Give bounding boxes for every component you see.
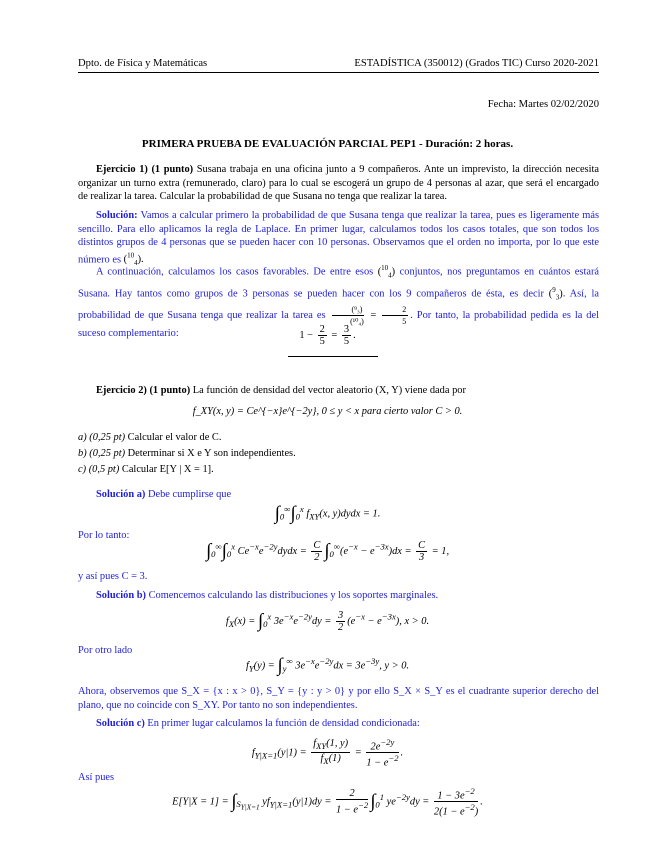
exercise-2-solution-b: Solución b) Comencemos calculando las distribuciones y los soportes marginales. (96, 590, 439, 601)
header-rule (78, 72, 599, 73)
independence-conclusion: Ahora, observemos que S_X = {x : x > 0}, S_Y = {y : y > 0} y por ello S_X × S_Y es el cuadrante superior derecho del plano, que no coincide con S_XY. Por tanto no son independientes. (78, 686, 599, 711)
exercise-2-item-b: b) (0,25 pt) Determinar si X e Y son independientes. (78, 448, 296, 459)
exercise-1-solution-text2a: A continuación, calculamos los casos favorables. De entre esos (96, 266, 374, 278)
asi-pues: Así pues (78, 772, 115, 783)
exercise-1-statement (78, 163, 599, 204)
exercise-2-integral-c: $\int_0^\infty\int_0^x$ $Ce^{-x}e^{-2y}dydx$ = $\frac{C}{2}$ $\int_0^\infty(e^{-x} - e^{-3x})dx$ = $\frac{C}{3}$ = 1, (205, 540, 450, 563)
conditional-expectation-formula: $E[Y|X = 1] = \int_{S_{Y|X=1}}$ $yf_{Y|X=1}(y|1)dy$ = $\frac{2}{1 - e^{-2}}$ $\int_0^1$ $ye^{-2y}dy$ = $\frac{1 - 3e^{-2}}{2(1 - e^{-2})}$ . (172, 786, 483, 818)
exam-title: PRIMERA PRUEBA DE EVALUACIÓN PARCIAL PEP1 - Duración: 2 horas. (141, 138, 514, 150)
exercise-2-text: La función de densidad del vector aleatorio (X, Y) viene dada por (192, 385, 466, 396)
exercise-separator (288, 356, 378, 357)
asi-pues-c: y así pues C = 3. (78, 571, 148, 582)
exercise-2-solution-a-label: Solución a) (96, 489, 146, 500)
header-left: Dpto. de Física y Matemáticas (78, 58, 208, 69)
exercise-2-item-a: a) (0,25 pt) Calcular el valor de C. (78, 432, 222, 443)
conditional-density-formula: $f_{Y|X=1}(y|1)$ = $\frac{f_{XY}(1, y)}{f_X(1)}$ = $\frac{2e^{-2y}}{1 - e^{-2}}$ . (251, 737, 404, 769)
por-otro-lado: Por otro lado (78, 645, 133, 656)
exercise-2-label: Ejercicio 2) (1 punto) (96, 385, 191, 396)
exercise-2-solution-c-label: Solución c) (96, 718, 145, 729)
exercise-2-solution-c: Solución c) En primer lugar calculamos la función de densidad condicionada: (96, 718, 420, 729)
exercise-2-normalization-formula: $\int_0^\infty\int_0^x$ $f_{XY}(x$, y)dydx = 1. (274, 503, 381, 524)
exam-date: Fecha: Martes 02/02/2020 (487, 99, 599, 110)
exercise-1-solution-part2: A continuación, calculamos los casos favorables. De entre esos ($^{10}_4$) conjuntos, nos preguntamos en cuántos estará Susana. Hay tantos como grupos de 3 personas se pueden hacer con los 9 compañeros de ésta, es decir ($^9_3$). Así, la probabilidad de que Susana tenga que realizar la tarea es $\frac{\text{(⁹₃)}}{\text{(¹⁰₄)}}$ = $\frac{2}{5}$ . Por tanto, la probabilidad pedida es la del suceso complementario: (78, 264, 600, 340)
por-lo-tanto: Por lo tanto: (78, 530, 130, 541)
exercise-1-solution-label: Solución: (96, 210, 138, 221)
marginal-fx-formula: $f_X(x) = \int_0^x$ $3e^{-x}e^{-2y}dy$ = $\frac{3}{2}$ $(e^{-x} - e^{-3x})$, x > 0. (225, 610, 430, 633)
exercise-2-statement (78, 384, 599, 398)
exercise-2-solution-b-label: Solución b) (96, 590, 146, 601)
exercise-1-solution-text1: Vamos a calcular primero la probabilidad de que Susana tenga que realizar la tarea, pues es ligeramente más sencillo. Para ello aplicamos la regla de Laplace. En primer lugar, calculamos todos los casos totales, que son todos los distintos grupos de 4 personas que se pueden hacer con 10 personas. Observamos que el orden no importa, por lo que este número es (78, 210, 599, 265)
exercise-1-result-formula: 1 − $\frac{2}{5}$ = $\frac{3}{5}$ . (299, 324, 356, 347)
exercise-1-label: Ejercicio 1) (1 punto) (96, 164, 194, 175)
exercise-1-text: Susana trabaja en una oficina junto a 9 compañeros. Ante un imprevisto, la dirección necesita organizar un turno extra (remunerado, claro) para lo cual se escogerá un grupo de 4 personas al azar, que será el encargado de realizar la tarea. Calcular la probabilidad de que Susana no tenga que realizar la tarea. (78, 164, 599, 202)
marginal-fy-formula: $f_Y(y) = \int_y^\infty$ $3e^{-x}e^{-2y}dx = 3e^{-3y}$, y > 0. (245, 655, 410, 676)
exercise-1-solution-text2d: . Por tanto, la probabilidad pedida es la del suceso complementario: (78, 309, 600, 340)
page-header (78, 58, 599, 69)
header-right: ESTADÍSTICA (350012) (Grados TIC) Curso 2020-2021 (354, 58, 599, 69)
exercise-1-solution-text2b: conjuntos, nos preguntamos en cuántos estará Susana. Hay tantos como grupos de 3 personas se pueden hacer con los 9 compañeros de ésta, es decir (78, 266, 600, 300)
exercise-2-item-c: c) (0,5 pt) Calcular E[Y | X = 1]. (78, 464, 214, 475)
exercise-2-density: f_XY(x, y) = Ce^{−x}e^{−2y}, 0 ≤ y < x para cierto valor C > 0. (192, 406, 463, 417)
exercise-2-solution-a: Solución a) Debe cumplirse que (96, 489, 232, 500)
exercise-1-solution-text2c: . Así, la probabilidad de que Susana tenga que realizar la tarea es (78, 288, 600, 321)
exercise-1-solution-part1: Solución: Vamos a calcular primero la probabilidad de que Susana tenga que realizar la tarea, pues es ligeramente más sencillo. Para ello aplicamos la regla de Laplace. En primer lugar, calculamos todos los casos totales, que son todos los distintos grupos de 4 personas que se pueden hacer con 10 personas. Observamos que el orden no importa, por lo que este número es ($^{10}_4$). (78, 210, 599, 268)
